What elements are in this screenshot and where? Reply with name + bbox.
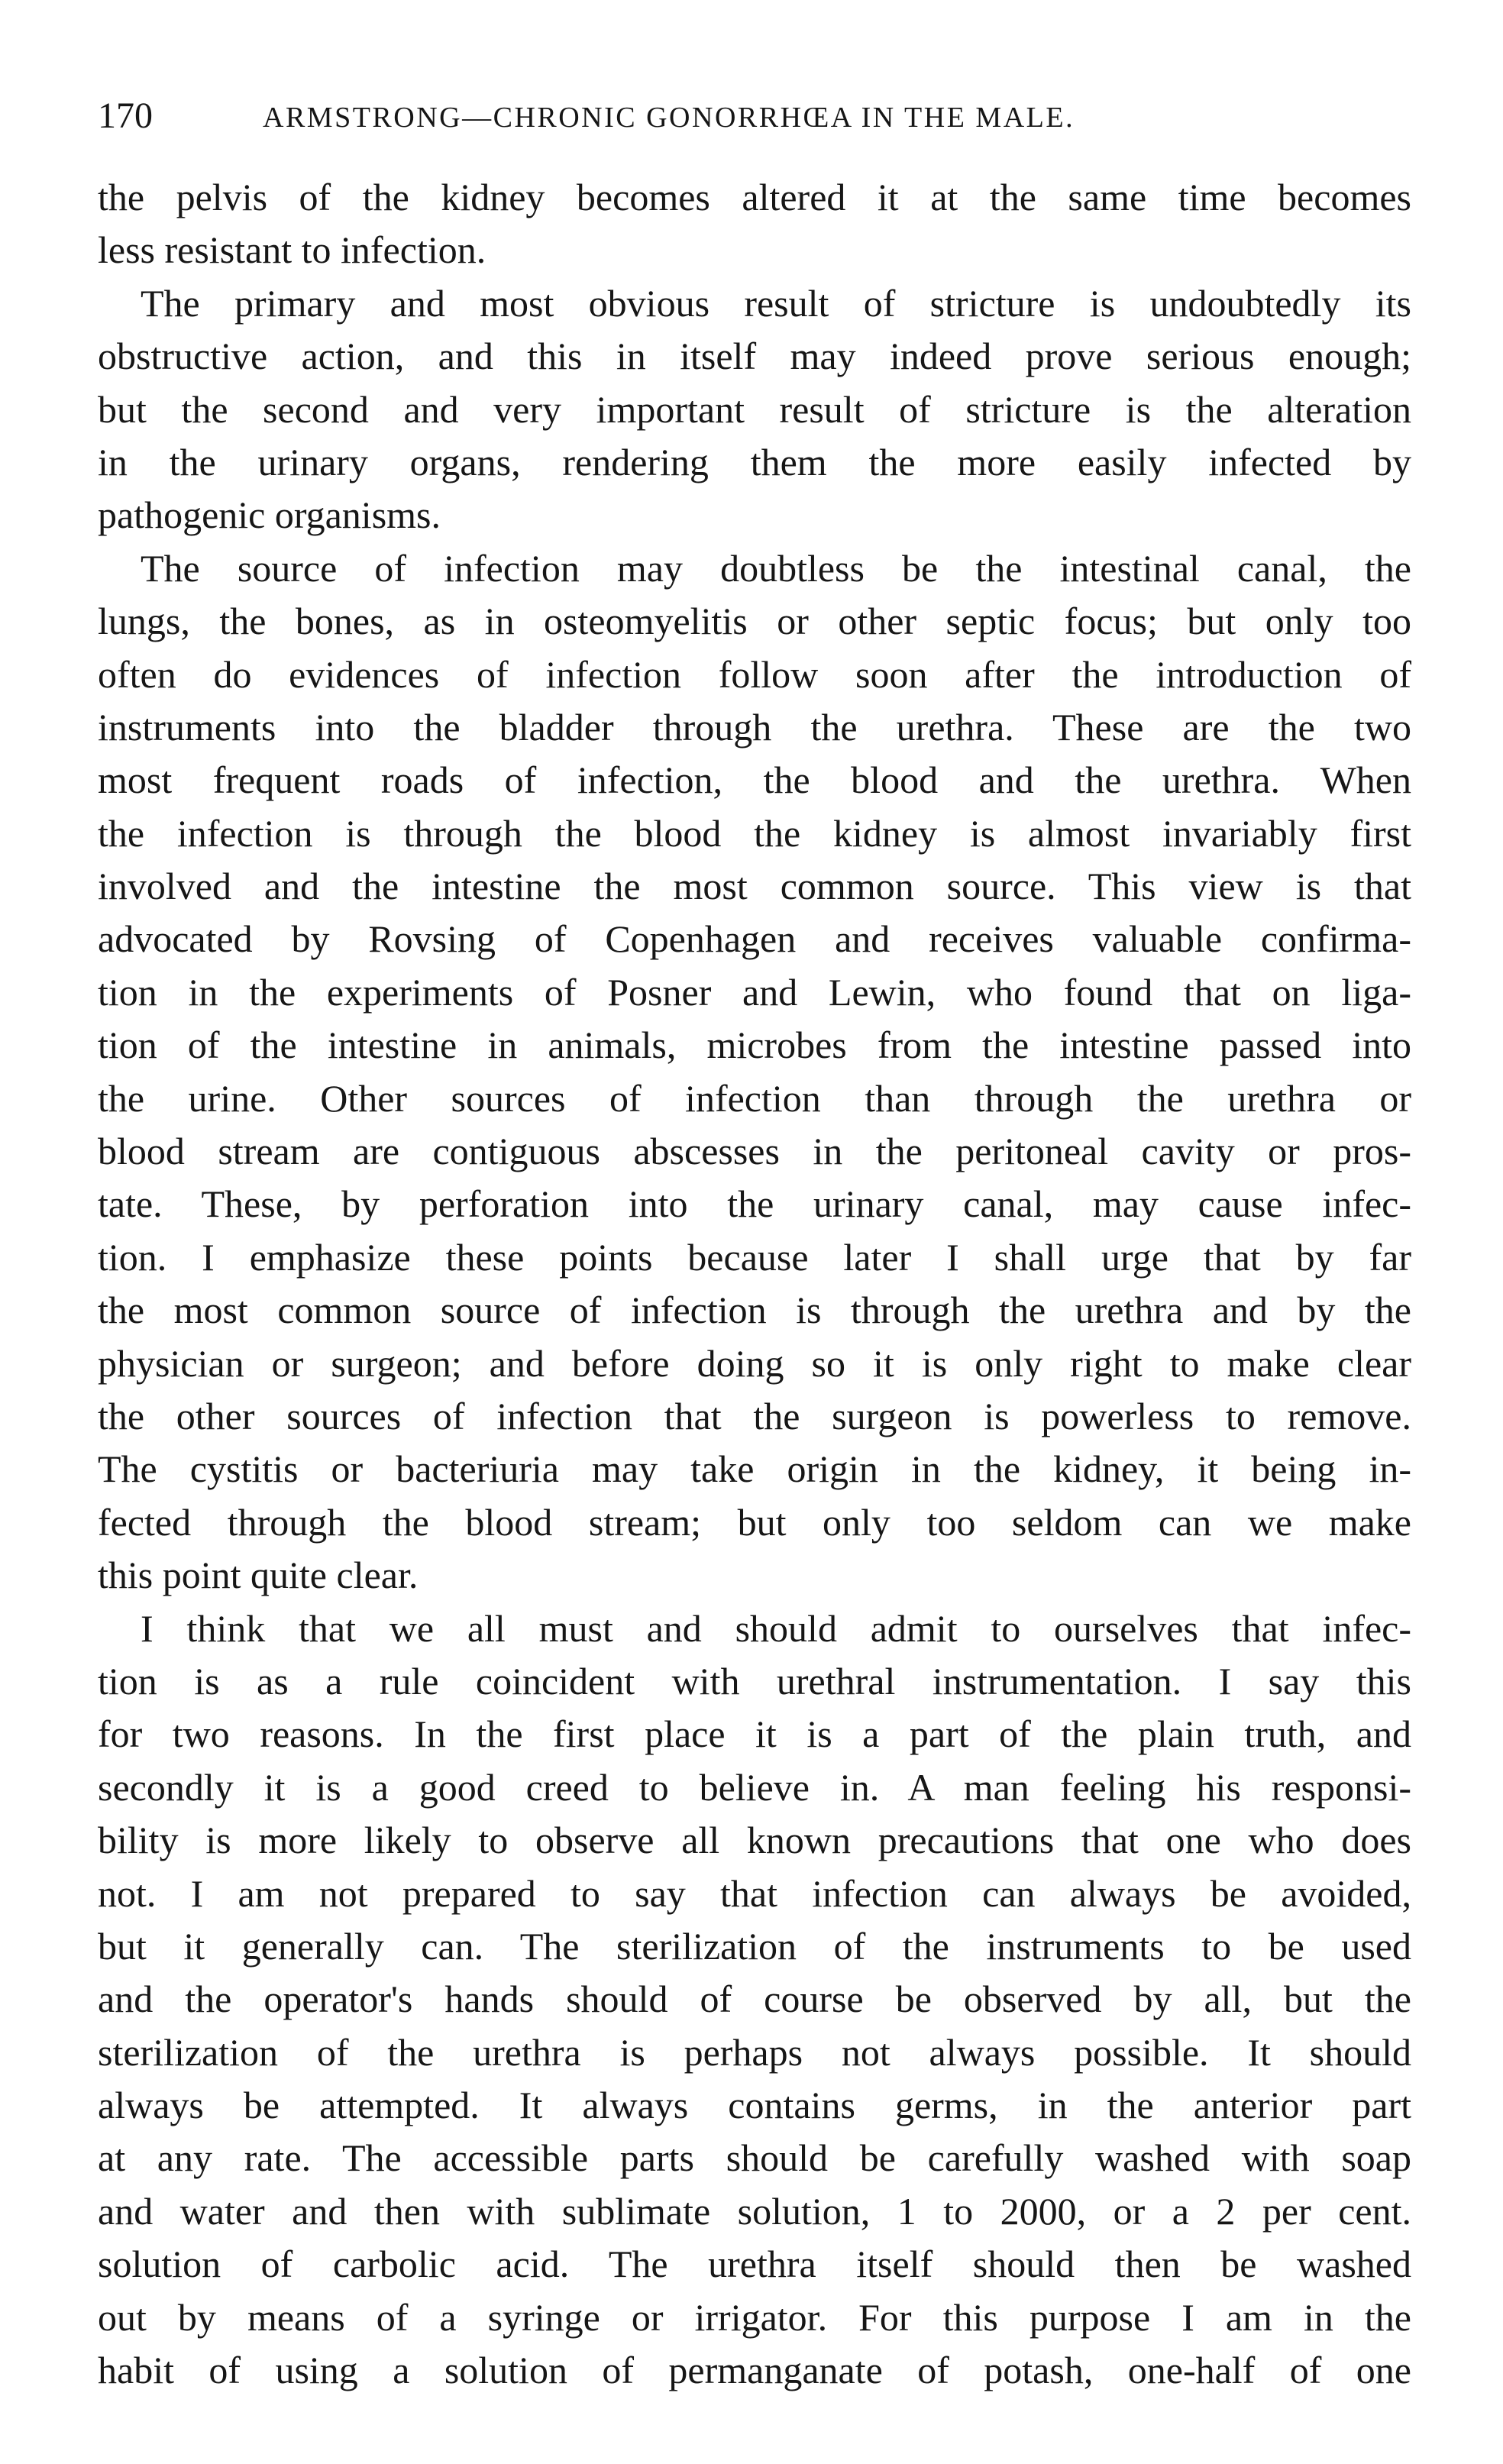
text-line: tion. I emphasize these points because later I shall urge that by far (98, 1235, 1411, 1279)
text-line: and the operator's hands should of course be observed by all, but the (98, 1977, 1411, 2021)
text-line: the infection is through the blood the kidney is almost invariably first (98, 811, 1411, 855)
text-line: and water and then with sublimate solution, 1 to 2000, or a 2 per cent. (98, 2189, 1411, 2233)
text-line: for two reasons. In the first place it is a part of the plain truth, and (98, 1712, 1411, 1756)
page-header (98, 92, 1411, 153)
text-line: at any rate. The accessible parts should be carefully washed with soap (98, 2136, 1411, 2180)
text-line: bility is more likely to observe all known precautions that one who does (98, 1819, 1411, 1862)
text-line: The source of infection may doubtless be the intestinal canal, the (141, 546, 1411, 590)
text-line: I think that we all must and should admit to ourselves that infec- (141, 1606, 1411, 1650)
text-line: secondly it is a good creed to believe in. A man feeling his responsi- (98, 1765, 1411, 1809)
text-line: lungs, the bones, as in osteomyelitis or other septic focus; but only too (98, 600, 1411, 643)
text-line: tion of the intestine in animals, microbes from the intestine passed into (98, 1023, 1411, 1067)
text-line: sterilization of the urethra is perhaps not always possible. It should (98, 2030, 1411, 2074)
text-line: in the urinary organs, rendering them the more easily infected by (98, 440, 1411, 483)
text-line: tate. These, by perforation into the urinary canal, may cause infec- (98, 1182, 1411, 1226)
paragraph (98, 277, 1411, 542)
text-line: habit of using a solution of permanganate of potash, one-half of one (98, 2349, 1411, 2392)
running-head: ARMSTRONG—CHRONIC GONORRHŒA IN THE MALE. (263, 102, 1075, 134)
text-line: the other sources of infection that the surgeon is powerless to remove. (98, 1394, 1411, 1437)
text-line: less resistant to infection. (98, 228, 486, 272)
text-line: instruments into the bladder through the urethra. These are the two (98, 705, 1411, 749)
text-line: the urine. Other sources of infection than through the urethra or (98, 1076, 1411, 1120)
paragraph (98, 171, 1411, 277)
text-line: but the second and very important result of stricture is the alteration (98, 387, 1411, 431)
text-line: involved and the intestine the most common source. This view is that (98, 865, 1411, 908)
text-line: blood stream are contiguous abscesses in the peritoneal cavity or pros- (98, 1130, 1411, 1173)
text-line: tion is as a rule coincident with urethral instrumentation. I say this (98, 1659, 1411, 1702)
text-line: fected through the blood stream; but only too seldom can we make (98, 1500, 1411, 1544)
text-line: often do evidences of infection follow soon after the introduction of (98, 652, 1411, 696)
text-line: the pelvis of the kidney becomes altered it at the same time becomes (98, 176, 1411, 218)
text-line: pathogenic organisms. (98, 493, 441, 537)
page-number: 170 (98, 95, 153, 136)
text-line: always be attempted. It always contains germs, in the anterior part (98, 2084, 1411, 2127)
text-line: solution of carbolic acid. The urethra itself should then be washed (98, 2242, 1411, 2286)
paragraph (98, 1602, 1411, 2398)
text-line: The cystitis or bacteriuria may take origin in the kidney, it being in- (98, 1447, 1411, 1491)
text-line: obstructive action, and this in itself may indeed prove serious enough; (98, 335, 1411, 378)
text-line: The primary and most obvious result of stricture is undoubtedly its (141, 281, 1411, 325)
text-line: but it generally can. The sterilization of the instruments to be used (98, 1924, 1411, 1968)
text-line: this point quite clear. (98, 1554, 419, 1597)
text-line: advocated by Rovsing of Copenhagen and receives valuable confirma- (98, 917, 1411, 961)
text-line: most frequent roads of infection, the blood and the urethra. When (98, 758, 1411, 802)
text-line: physician or surgeon; and before doing so it is only right to make clear (98, 1341, 1411, 1385)
text-line: tion in the experiments of Posner and Lewin, who found that on liga- (98, 970, 1411, 1014)
paragraph (98, 542, 1411, 1602)
text-line: the most common source of infection is through the urethra and by the (98, 1289, 1411, 1332)
text-line: not. I am not prepared to say that infection can always be avoided, (98, 1871, 1411, 1915)
text-line: out by means of a syringe or irrigator. For this purpose I am in the (98, 2295, 1411, 2339)
body-text (98, 171, 1411, 2397)
